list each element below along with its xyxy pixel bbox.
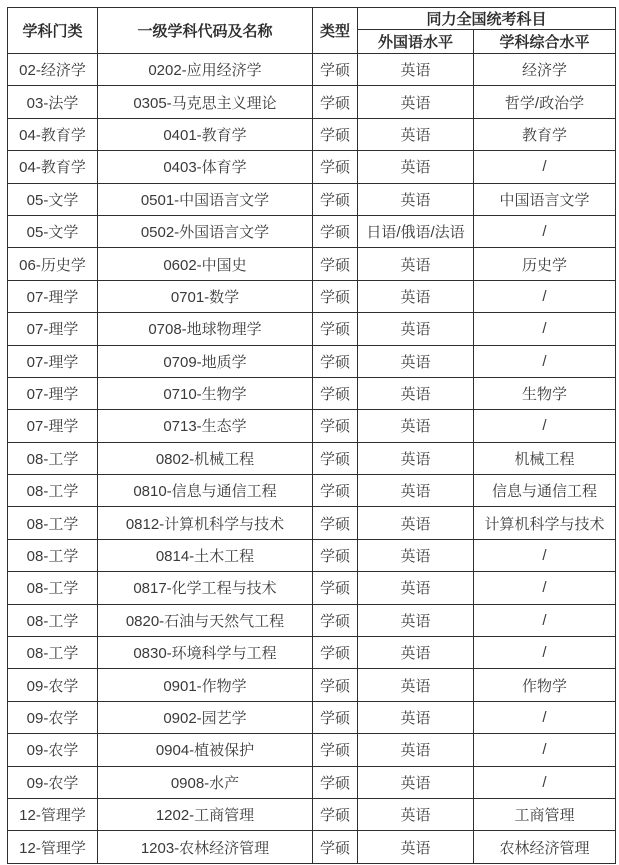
table-row: [8, 442, 616, 474]
table-cell-foreign_language: 英语: [358, 766, 474, 798]
table-cell-code_name: 0403-体育学: [98, 151, 313, 183]
table-row: [8, 831, 616, 863]
table-cell-comprehensive: 哲学/政治学: [474, 86, 616, 118]
table-cell-category: 12-管理学: [8, 798, 98, 830]
table-cell-foreign_language: 英语: [358, 604, 474, 636]
table-cell-type: 学硕: [313, 313, 358, 345]
table-cell-comprehensive: /: [474, 345, 616, 377]
table-cell-comprehensive: /: [474, 151, 616, 183]
table-cell-foreign_language: 英语: [358, 280, 474, 312]
table-cell-foreign_language: 英语: [358, 377, 474, 409]
table-cell-foreign_language: 英语: [358, 248, 474, 280]
table-cell-code_name: 0713-生态学: [98, 410, 313, 442]
header-subject-comprehensive: 学科综合水平: [474, 30, 616, 54]
table-cell-foreign_language: 英语: [358, 572, 474, 604]
table-cell-code_name: 0701-数学: [98, 280, 313, 312]
table-cell-foreign_language: 英语: [358, 701, 474, 733]
table-cell-code_name: 0908-水产: [98, 766, 313, 798]
table-cell-foreign_language: 英语: [358, 151, 474, 183]
table-cell-type: 学硕: [313, 118, 358, 150]
table-cell-foreign_language: 英语: [358, 669, 474, 701]
table-cell-comprehensive: /: [474, 215, 616, 247]
table-cell-comprehensive: /: [474, 313, 616, 345]
table-row: [8, 215, 616, 247]
table-cell-code_name: 0902-园艺学: [98, 701, 313, 733]
table-cell-type: 学硕: [313, 766, 358, 798]
header-exam-group: 同力全国统考科目: [358, 8, 616, 30]
table-cell-comprehensive: 信息与通信工程: [474, 475, 616, 507]
table-row: [8, 377, 616, 409]
table-cell-comprehensive: /: [474, 604, 616, 636]
table-cell-code_name: 0830-环境科学与工程: [98, 637, 313, 669]
table-cell-code_name: 0401-教育学: [98, 118, 313, 150]
table-cell-type: 学硕: [313, 507, 358, 539]
table-cell-code_name: 0820-石油与天然气工程: [98, 604, 313, 636]
table-cell-comprehensive: /: [474, 637, 616, 669]
table-cell-type: 学硕: [313, 215, 358, 247]
table-cell-category: 07-理学: [8, 280, 98, 312]
table-row: [8, 701, 616, 733]
table-cell-category: 08-工学: [8, 637, 98, 669]
table-cell-type: 学硕: [313, 248, 358, 280]
table-row: [8, 637, 616, 669]
table-cell-code_name: 1203-农林经济管理: [98, 831, 313, 863]
table-cell-type: 学硕: [313, 442, 358, 474]
table-cell-foreign_language: 英语: [358, 507, 474, 539]
table-cell-comprehensive: /: [474, 410, 616, 442]
table-cell-category: 12-管理学: [8, 831, 98, 863]
table-cell-foreign_language: 英语: [358, 637, 474, 669]
header-row-top: [8, 8, 616, 30]
table-cell-type: 学硕: [313, 475, 358, 507]
table-cell-type: 学硕: [313, 280, 358, 312]
table-cell-code_name: 0305-马克思主义理论: [98, 86, 313, 118]
table-cell-category: 09-农学: [8, 669, 98, 701]
table-cell-type: 学硕: [313, 345, 358, 377]
table-cell-type: 学硕: [313, 377, 358, 409]
table-cell-type: 学硕: [313, 54, 358, 86]
exam-subjects-table: [7, 7, 616, 864]
table-cell-code_name: 0602-中国史: [98, 248, 313, 280]
table-cell-code_name: 0814-土木工程: [98, 539, 313, 571]
table-cell-code_name: 0202-应用经济学: [98, 54, 313, 86]
table-row: [8, 604, 616, 636]
table-row: [8, 734, 616, 766]
table-row: [8, 280, 616, 312]
table-cell-comprehensive: 计算机科学与技术: [474, 507, 616, 539]
table-cell-foreign_language: 英语: [358, 410, 474, 442]
table-cell-comprehensive: 工商管理: [474, 798, 616, 830]
table-row: [8, 410, 616, 442]
table-cell-category: 07-理学: [8, 313, 98, 345]
table-row: [8, 798, 616, 830]
table-row: [8, 669, 616, 701]
table-cell-category: 08-工学: [8, 507, 98, 539]
table-cell-code_name: 0812-计算机科学与技术: [98, 507, 313, 539]
table-cell-category: 09-农学: [8, 734, 98, 766]
table-row: [8, 183, 616, 215]
table-cell-comprehensive: 教育学: [474, 118, 616, 150]
table-cell-category: 06-历史学: [8, 248, 98, 280]
table-cell-code_name: 0810-信息与通信工程: [98, 475, 313, 507]
table-cell-comprehensive: 中国语言文学: [474, 183, 616, 215]
table-cell-foreign_language: 英语: [358, 345, 474, 377]
table-cell-comprehensive: /: [474, 539, 616, 571]
table-cell-foreign_language: 英语: [358, 798, 474, 830]
table-row: [8, 118, 616, 150]
table-cell-category: 04-教育学: [8, 118, 98, 150]
table-cell-type: 学硕: [313, 604, 358, 636]
table-cell-category: 09-农学: [8, 701, 98, 733]
table-cell-code_name: 0901-作物学: [98, 669, 313, 701]
table-row: [8, 572, 616, 604]
table-cell-category: 07-理学: [8, 410, 98, 442]
header-foreign-language: 外国语水平: [358, 30, 474, 54]
table-cell-type: 学硕: [313, 798, 358, 830]
header-discipline-category: 学科门类: [8, 8, 98, 54]
header-type: 类型: [313, 8, 358, 54]
table-body: [8, 54, 616, 864]
table-cell-category: 08-工学: [8, 604, 98, 636]
table-cell-comprehensive: /: [474, 701, 616, 733]
table-cell-foreign_language: 英语: [358, 183, 474, 215]
table-cell-type: 学硕: [313, 669, 358, 701]
table-row: [8, 475, 616, 507]
table-cell-code_name: 0817-化学工程与技术: [98, 572, 313, 604]
table-cell-foreign_language: 英语: [358, 118, 474, 150]
table-cell-code_name: 0802-机械工程: [98, 442, 313, 474]
table-cell-category: 03-法学: [8, 86, 98, 118]
table-cell-foreign_language: 英语: [358, 539, 474, 571]
table-cell-code_name: 0709-地质学: [98, 345, 313, 377]
table-cell-category: 08-工学: [8, 572, 98, 604]
table-cell-foreign_language: 英语: [358, 54, 474, 86]
table-cell-foreign_language: 英语: [358, 313, 474, 345]
table-cell-comprehensive: 历史学: [474, 248, 616, 280]
table-cell-comprehensive: /: [474, 572, 616, 604]
table-row: [8, 345, 616, 377]
table-cell-code_name: 0502-外国语言文学: [98, 215, 313, 247]
table-cell-type: 学硕: [313, 734, 358, 766]
table-cell-type: 学硕: [313, 183, 358, 215]
table-cell-category: 09-农学: [8, 766, 98, 798]
table-cell-code_name: 0710-生物学: [98, 377, 313, 409]
table-row: [8, 766, 616, 798]
table-cell-type: 学硕: [313, 410, 358, 442]
table-cell-foreign_language: 英语: [358, 442, 474, 474]
table-cell-type: 学硕: [313, 637, 358, 669]
table-cell-foreign_language: 日语/俄语/法语: [358, 215, 474, 247]
table-cell-comprehensive: /: [474, 280, 616, 312]
table-cell-comprehensive: 机械工程: [474, 442, 616, 474]
table-cell-foreign_language: 英语: [358, 734, 474, 766]
table-row: [8, 151, 616, 183]
table-cell-code_name: 0708-地球物理学: [98, 313, 313, 345]
table-cell-category: 07-理学: [8, 345, 98, 377]
table-cell-category: 08-工学: [8, 475, 98, 507]
table-row: [8, 313, 616, 345]
table-row: [8, 507, 616, 539]
table-cell-code_name: 1202-工商管理: [98, 798, 313, 830]
table-cell-comprehensive: 作物学: [474, 669, 616, 701]
table-cell-foreign_language: 英语: [358, 86, 474, 118]
table-cell-category: 08-工学: [8, 442, 98, 474]
table-cell-type: 学硕: [313, 701, 358, 733]
table-cell-foreign_language: 英语: [358, 831, 474, 863]
table-cell-type: 学硕: [313, 151, 358, 183]
table-row: [8, 248, 616, 280]
header-code-and-name: 一级学科代码及名称: [98, 8, 313, 54]
table-cell-comprehensive: /: [474, 766, 616, 798]
table-cell-type: 学硕: [313, 831, 358, 863]
table-cell-category: 05-文学: [8, 183, 98, 215]
table-cell-category: 05-文学: [8, 215, 98, 247]
table-cell-type: 学硕: [313, 572, 358, 604]
table-cell-type: 学硕: [313, 539, 358, 571]
table-cell-category: 07-理学: [8, 377, 98, 409]
table-row: [8, 86, 616, 118]
table-cell-category: 02-经济学: [8, 54, 98, 86]
table-container: [7, 7, 616, 864]
table-cell-category: 04-教育学: [8, 151, 98, 183]
table-cell-foreign_language: 英语: [358, 475, 474, 507]
table-cell-category: 08-工学: [8, 539, 98, 571]
table-header: [8, 8, 616, 54]
table-cell-comprehensive: /: [474, 734, 616, 766]
table-row: [8, 54, 616, 86]
table-cell-code_name: 0904-植被保护: [98, 734, 313, 766]
table-cell-comprehensive: 农林经济管理: [474, 831, 616, 863]
table-cell-code_name: 0501-中国语言文学: [98, 183, 313, 215]
table-cell-comprehensive: 生物学: [474, 377, 616, 409]
table-row: [8, 539, 616, 571]
table-cell-type: 学硕: [313, 86, 358, 118]
table-cell-comprehensive: 经济学: [474, 54, 616, 86]
